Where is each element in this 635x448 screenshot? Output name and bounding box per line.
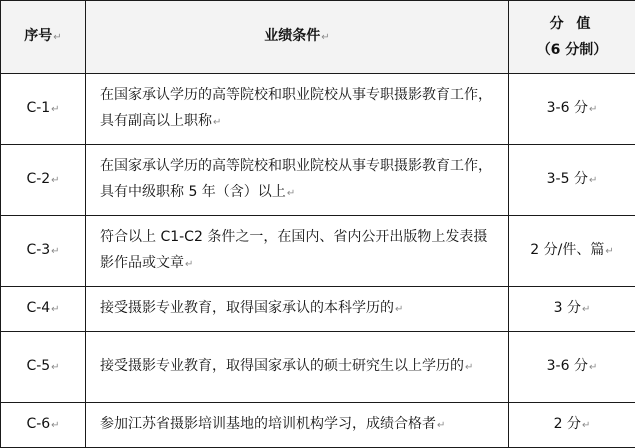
- row-score: 3 分: [554, 300, 581, 316]
- row-condition-cell: [86, 287, 509, 332]
- table-row: [1, 74, 635, 145]
- table-row: [1, 145, 635, 216]
- row-id-cell: [1, 332, 86, 403]
- row-condition: 参加江苏省摄影培训基地的培训机构学习，成绩合格者: [100, 416, 436, 432]
- paragraph-mark-icon: ↵: [185, 259, 193, 270]
- table-row: [1, 216, 635, 287]
- row-id-cell: [1, 216, 86, 287]
- paragraph-mark-icon: ↵: [287, 188, 295, 199]
- row-score: 2 分/件、篇: [530, 242, 604, 258]
- row-score: 3-6 分: [547, 100, 588, 116]
- row-score-cell: [509, 287, 635, 332]
- row-condition: 在国家承认学历的高等院校和职业院校从事专职摄影教育工作，具有副高以上职称: [100, 87, 492, 129]
- paragraph-mark-icon: ↵: [51, 420, 59, 431]
- row-condition: 接受摄影专业教育，取得国家承认的本科学历的: [100, 300, 394, 316]
- row-score: 2 分: [554, 416, 581, 432]
- paragraph-mark-icon: ↵: [51, 246, 59, 257]
- row-id-cell: [1, 403, 86, 448]
- row-id: C-5: [26, 358, 50, 374]
- paragraph-mark-icon: ↵: [582, 304, 590, 315]
- paragraph-mark-icon: ↵: [465, 362, 473, 373]
- paragraph-mark-icon: ↵: [589, 362, 597, 373]
- row-id: C-3: [26, 242, 50, 258]
- row-condition: 接受摄影专业教育，取得国家承认的硕士研究生以上学历的: [100, 358, 464, 374]
- row-condition-cell: [86, 74, 509, 145]
- header-condition: [86, 1, 509, 74]
- paragraph-mark-icon: ↵: [589, 175, 597, 186]
- header-condition-label: 业绩条件: [264, 28, 320, 44]
- row-condition-cell: [86, 145, 509, 216]
- row-score-cell: [509, 74, 635, 145]
- row-id: C-4: [26, 300, 50, 316]
- table-row: [1, 287, 635, 332]
- row-score: 3-6 分: [547, 358, 588, 374]
- row-condition-cell: [86, 332, 509, 403]
- paragraph-mark-icon: ↵: [321, 32, 329, 43]
- paragraph-mark-icon: ↵: [51, 362, 59, 373]
- paragraph-mark-icon: ↵: [53, 32, 61, 43]
- row-id: C-2: [26, 171, 50, 187]
- paragraph-mark-icon: ↵: [437, 420, 445, 431]
- header-id: [1, 1, 86, 74]
- paragraph-mark-icon: ↵: [395, 304, 403, 315]
- header-id-label: 序号: [24, 28, 52, 44]
- row-id-cell: [1, 145, 86, 216]
- row-id: C-6: [26, 416, 50, 432]
- row-score-cell: [509, 332, 635, 403]
- row-score-cell: [509, 145, 635, 216]
- table-row: [1, 403, 635, 448]
- paragraph-mark-icon: ↵: [51, 104, 59, 115]
- row-id: C-1: [26, 100, 50, 116]
- row-condition-cell: [86, 216, 509, 287]
- row-id-cell: [1, 287, 86, 332]
- paragraph-mark-icon: ↵: [213, 117, 221, 128]
- table-header-row: [1, 1, 635, 74]
- paragraph-mark-icon: ↵: [582, 420, 590, 431]
- header-score-label: 分 值: [509, 11, 635, 37]
- row-condition: 符合以上 C1-C2 条件之一，在国内、省内公开出版物上发表摄影作品或文章: [100, 229, 487, 271]
- row-id-cell: [1, 74, 86, 145]
- row-condition-cell: [86, 403, 509, 448]
- table-row: [1, 332, 635, 403]
- paragraph-mark-icon: ↵: [589, 104, 597, 115]
- paragraph-mark-icon: ↵: [51, 304, 59, 315]
- header-score-sublabel: （6 分制）: [509, 37, 635, 63]
- paragraph-mark-icon: ↵: [51, 175, 59, 186]
- row-score: 3-5 分: [547, 171, 588, 187]
- row-condition: 在国家承认学历的高等院校和职业院校从事专职摄影教育工作，具有中级职称 5 年（含）以上: [100, 158, 492, 200]
- row-score-cell: [509, 403, 635, 448]
- paragraph-mark-icon: ↵: [605, 246, 613, 257]
- row-score-cell: [509, 216, 635, 287]
- header-score: [509, 1, 635, 74]
